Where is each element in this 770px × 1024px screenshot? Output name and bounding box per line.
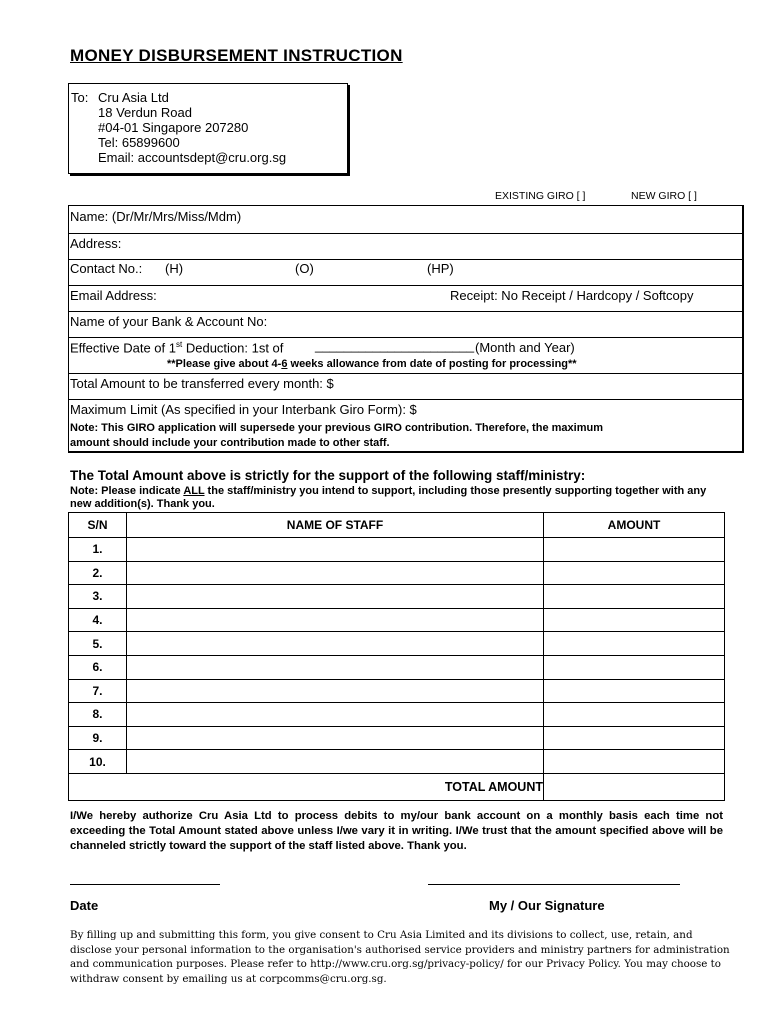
contact-home-field[interactable]: (H) [165, 261, 184, 276]
date-line[interactable] [70, 884, 220, 885]
table-row [69, 608, 725, 632]
total-amount-cell[interactable] [544, 773, 725, 800]
signature-line[interactable] [428, 884, 680, 885]
row-number: 10. [69, 750, 127, 774]
table-row [69, 679, 725, 703]
sn-column-header: S/N [69, 513, 127, 538]
staff-name-cell[interactable] [127, 679, 544, 703]
staff-name-cell[interactable] [127, 632, 544, 656]
giro-note-line1: Note: This GIRO application will supersede your previous GIRO contribution. Therefore, the maximum [70, 422, 603, 434]
email-field[interactable]: Email Address: [70, 288, 157, 303]
amount-cell[interactable] [544, 538, 725, 562]
staff-name-cell[interactable] [127, 608, 544, 632]
table-row [69, 703, 725, 727]
table-row [69, 538, 725, 562]
table-row [69, 655, 725, 679]
staff-name-cell[interactable] [127, 703, 544, 727]
applicant-details-section [68, 205, 744, 453]
support-heading: The Total Amount above is strictly for the support of the following staff/ministry: [70, 468, 586, 483]
row-number: 5. [69, 632, 127, 656]
table-row [69, 561, 725, 585]
existing-giro-checkbox[interactable]: EXISTING GIRO [ ] [495, 190, 586, 202]
table-row [69, 750, 725, 774]
contact-field-label: Contact No.: [70, 261, 143, 276]
staff-table [68, 512, 725, 801]
recipient-street: 18 Verdun Road [98, 105, 192, 120]
staff-name-column-header: NAME OF STAFF [127, 513, 544, 538]
authorization-statement: I/We hereby authorize Cru Asia Ltd to process debits to my/our bank account on a monthly basis each time not exceeding the Total Amount stated above unless I/we vary it in writing. I/We trust that the amount specified above will be channeled strictly toward the support of the staff listed above. Thank you. [70, 810, 723, 852]
table-row [69, 585, 725, 609]
recipient-unit: #04-01 Singapore 207280 [98, 120, 249, 135]
contact-hp-field[interactable]: (HP) [427, 261, 454, 276]
new-giro-checkbox[interactable]: NEW GIRO [ ] [631, 190, 697, 202]
signature-label: My / Our Signature [489, 898, 605, 913]
row-number: 9. [69, 726, 127, 750]
row-number: 8. [69, 703, 127, 727]
table-row [69, 632, 725, 656]
privacy-consent: By filling up and submitting this form, you give consent to Cru Asia Limited and its divisions to collect, use, retain, and disclose your personal information to the organisation's authorised service providers and ministry partners for administration and communication purposes. Please refer to http://www.cru.org.sg/privacy-policy/ for our Privacy Policy. You may choose to withdraw consent by emailing us at corpcomms@cru.org.sg. [70, 929, 730, 985]
amount-cell[interactable] [544, 632, 725, 656]
recipient-tel: Tel: 65899600 [98, 135, 180, 150]
recipient-email: Email: accountsdept@cru.org.sg [98, 150, 287, 165]
allowance-note: **Please give about 4-6 weeks allowance from date of posting for processing** [167, 358, 577, 370]
staff-name-cell[interactable] [127, 538, 544, 562]
staff-name-cell[interactable] [127, 561, 544, 585]
date-label: Date [70, 898, 99, 913]
amount-column-header: AMOUNT [544, 513, 725, 538]
support-note: Note: Please indicate ALL the staff/ministry you intend to support, including those presently supporting together with any new addition(s). Thank you. [70, 485, 707, 510]
amount-cell[interactable] [544, 750, 725, 774]
row-number: 4. [69, 608, 127, 632]
table-row [69, 726, 725, 750]
receipt-option[interactable]: Receipt: No Receipt / Hardcopy / Softcopy [450, 288, 694, 303]
amount-cell[interactable] [544, 655, 725, 679]
effective-date-field[interactable]: Effective Date of 1st Deduction: 1st of [70, 340, 284, 356]
staff-name-cell[interactable] [127, 726, 544, 750]
amount-cell[interactable] [544, 726, 725, 750]
contact-office-field[interactable]: (O) [295, 261, 314, 276]
table-header-row [69, 513, 725, 538]
recipient-company: Cru Asia Ltd [98, 90, 169, 105]
staff-name-cell[interactable] [127, 750, 544, 774]
total-amount-label: TOTAL AMOUNT [69, 773, 544, 800]
address-field[interactable]: Address: [70, 236, 122, 251]
amount-cell[interactable] [544, 679, 725, 703]
maximum-limit-field[interactable]: Maximum Limit (As specified in your Interbank Giro Form): $ [70, 402, 417, 417]
total-amount-field[interactable]: Total Amount to be transferred every month: $ [70, 376, 334, 391]
effective-date-blank[interactable]: ______________________ [315, 338, 475, 353]
to-label: To: [71, 90, 89, 105]
amount-cell[interactable] [544, 608, 725, 632]
total-row [69, 773, 725, 800]
row-number: 1. [69, 538, 127, 562]
row-number: 2. [69, 561, 127, 585]
effective-date-hint: (Month and Year) [475, 340, 575, 355]
amount-cell[interactable] [544, 703, 725, 727]
row-number: 6. [69, 655, 127, 679]
row-number: 7. [69, 679, 127, 703]
amount-cell[interactable] [544, 561, 725, 585]
name-field[interactable]: Name: (Dr/Mr/Mrs/Miss/Mdm) [70, 209, 242, 224]
recipient-address-box [68, 83, 348, 174]
staff-name-cell[interactable] [127, 655, 544, 679]
page-title: MONEY DISBURSEMENT INSTRUCTION [70, 46, 403, 65]
bank-account-field[interactable]: Name of your Bank & Account No: [70, 314, 268, 329]
giro-note-line2: amount should include your contribution made to other staff. [70, 437, 390, 449]
amount-cell[interactable] [544, 585, 725, 609]
staff-name-cell[interactable] [127, 585, 544, 609]
row-number: 3. [69, 585, 127, 609]
